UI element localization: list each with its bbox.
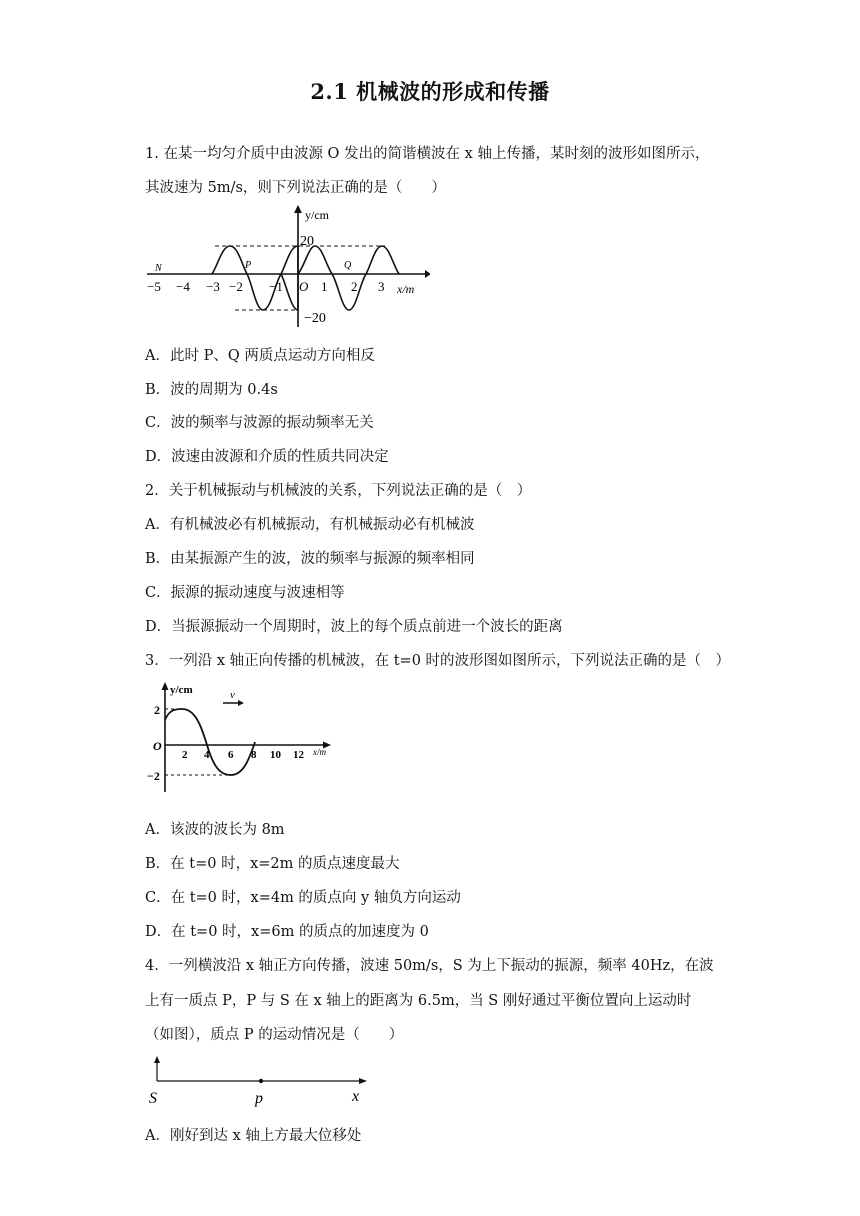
q3-velocity-label: v <box>230 689 235 701</box>
q3-tick-2: 2 <box>182 749 188 761</box>
q1-tick-1: 1 <box>321 279 328 294</box>
q3-wave-curve <box>165 709 255 775</box>
q1-option-b: B．波的周期为 0.4s <box>145 382 278 398</box>
q3-origin-label: O <box>153 739 162 753</box>
q3-option-a: A．该波的波长为 8m <box>145 822 285 838</box>
q1-stem-line1: 1. 在某一均匀介质中由波源 O 发出的简谐横波在 x 轴上传播，某时刻的波形如图所示， <box>145 146 710 162</box>
q1-option-d: D．波速由波源和介质的性质共同决定 <box>145 449 389 465</box>
q3-tick-10: 10 <box>270 749 281 761</box>
q1-origin-label: O <box>299 279 309 294</box>
q3-y-axis-arrow <box>162 682 169 690</box>
q3-wave-figure <box>145 680 340 800</box>
q3-stem: 3．一列沿 x 轴正向传播的机械波，在 t=0 时的波形图如图所示，下列说法正确的是（ ） <box>145 653 731 669</box>
q1-x-axis-arrow <box>425 270 430 278</box>
q3-option-d: D．在 t=0 时，x=6m 的质点的加速度为 0 <box>145 924 429 940</box>
q4-point-p-dot <box>259 1079 263 1083</box>
q4-stem-line1: 4．一列横波沿 x 轴正方向传播，波速 50m/s，S 为上下振动的振源，频率 40Hz，在波 <box>145 958 714 974</box>
q3-y-axis-label: y/cm <box>170 684 193 696</box>
q4-stem-line3: （如图），质点 P 的运动情况是（ ） <box>145 1027 404 1043</box>
q3-tick-8: 8 <box>251 749 257 761</box>
q3-tick-12: 12 <box>293 749 304 761</box>
q1-option-a: A．此时 P、Q 两质点运动方向相反 <box>145 348 375 364</box>
q2-option-d: D．当振源振动一个周期时，波上的每个质点前进一个波长的距离 <box>145 619 563 635</box>
q2-option-b: B．由某振源产生的波，波的频率与振源的频率相同 <box>145 551 475 567</box>
q1-x-axis-label: x/m <box>397 282 415 296</box>
q3-y-bottom-label: −2 <box>147 769 160 783</box>
q1-tick-minus4: −4 <box>176 279 190 294</box>
q3-velocity-arrowhead <box>238 700 244 706</box>
q1-y-axis-arrow <box>294 205 302 213</box>
q1-point-n: N <box>155 263 162 274</box>
q1-option-c: C．波的频率与波源的振动频率无关 <box>145 415 374 431</box>
q1-point-q: Q <box>344 260 352 271</box>
q4-label-x: x <box>352 1088 360 1105</box>
q4-option-a: A．刚好到达 x 轴上方最大位移处 <box>145 1128 362 1144</box>
q3-y-top-label: 2 <box>154 703 160 717</box>
q1-tick-minus2: −2 <box>229 279 243 294</box>
q1-point-p: P <box>245 260 252 271</box>
q4-s-arrowhead <box>154 1056 160 1063</box>
q3-x-axis-label: x/m <box>313 747 326 757</box>
q4-x-axis-arrowhead <box>359 1078 367 1084</box>
q3-tick-4: 4 <box>204 749 210 761</box>
q2-option-a: A．有机械波必有机械振动，有机械振动必有机械波 <box>145 517 475 533</box>
q1-y-axis-label: y/cm <box>305 208 329 222</box>
q1-tick-2: 2 <box>351 279 358 294</box>
q3-option-b: B．在 t=0 时，x=2m 的质点速度最大 <box>145 856 400 872</box>
q2-stem: 2．关于机械振动与机械波的关系，下列说法正确的是（ ） <box>145 483 532 499</box>
q4-axis-figure <box>145 1055 380 1110</box>
q4-stem-line2: 上有一质点 P，P 与 S 在 x 轴上的距离为 6.5m，当 S 刚好通过平衡位置向上运动时 <box>145 993 692 1009</box>
q1-wave-figure <box>145 205 430 330</box>
q4-label-s: S <box>149 1090 157 1107</box>
q1-tick-3: 3 <box>378 279 385 294</box>
q1-wave-curve <box>212 246 399 310</box>
page-title: 2.1 机械波的形成和传播 <box>310 79 550 104</box>
q4-label-p: p <box>255 1090 263 1107</box>
q1-tick-minus3: −3 <box>206 279 220 294</box>
q1-stem-line2: 其波速为 5m/s，则下列说法正确的是（ ） <box>145 180 446 196</box>
q3-tick-6: 6 <box>228 749 234 761</box>
q1-amplitude-top-label: 20 <box>300 234 314 249</box>
q2-option-c: C．振源的振动速度与波速相等 <box>145 585 345 601</box>
q1-wave-curve-left-branch <box>281 274 298 310</box>
q1-tick-minus5: −5 <box>147 279 161 294</box>
q3-option-c: C．在 t=0 时，x=4m 的质点向 y 轴负方向运动 <box>145 890 461 906</box>
q1-tick-minus1: −1 <box>269 279 283 294</box>
q1-amplitude-bottom-label: −20 <box>304 311 326 326</box>
